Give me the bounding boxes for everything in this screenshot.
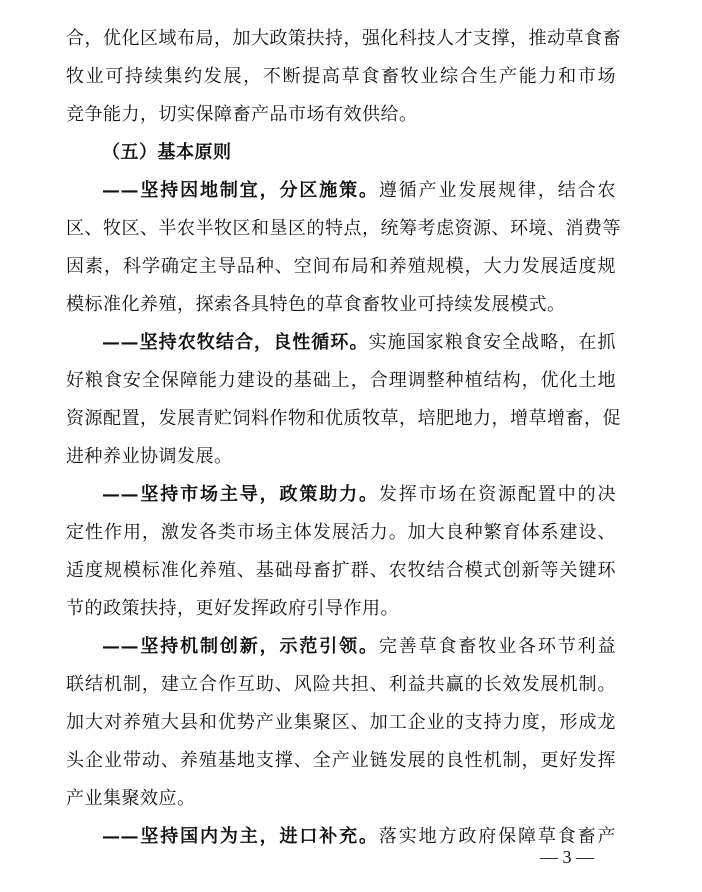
principle-title: ——坚持市场主导，政策助力。 — [102, 484, 379, 505]
text-line: 进种养业协调发展。 — [66, 446, 233, 467]
text-line: 好粮食安全保障能力建设的基础上，合理调整种植结构，优化土地 — [66, 370, 616, 391]
text-line: 定性作用，激发各类市场主体发展活力。加大良种繁育体系建设、 — [66, 522, 616, 543]
text-line: 产业集聚效应。 — [66, 788, 196, 809]
principle-line: ——坚持机制创新，示范引领。完善草食畜牧业各环节利益 — [102, 636, 616, 657]
principle-line: ——坚持国内为主，进口补充。落实地方政府保障草食畜产 — [102, 826, 616, 847]
principle-title: ——坚持国内为主，进口补充。 — [102, 826, 379, 847]
principle-line: ——坚持市场主导，政策助力。发挥市场在资源配置中的决 — [102, 484, 616, 505]
text-line: 因素，科学确定主导品种、空间布局和养殖规模，大力发展适度规 — [66, 256, 616, 277]
principle-title: ——坚持机制创新，示范引领。 — [102, 636, 379, 657]
principle-line: ——坚持因地制宜，分区施策。遵循产业发展规律，结合农 — [102, 180, 616, 201]
text-line: 区、牧区、半农半牧区和垦区的特点，统筹考虑资源、环境、消费等 — [66, 218, 621, 239]
text-line: 联结机制，建立合作互助、风险共担、利益共赢的长效发展机制。 — [66, 674, 616, 695]
principle-title: ——坚持农牧结合，良性循环。 — [102, 332, 369, 353]
principle-line: ——坚持农牧结合，良性循环。实施国家粮食安全战略，在抓 — [102, 332, 617, 353]
text-line: 加大对养殖大县和优势产业集聚区、加工企业的支持力度，形成龙 — [66, 712, 616, 733]
text-line: 节的政策扶持，更好发挥政府引导作用。 — [66, 598, 399, 619]
text-line: 适度规模标准化养殖、基础母畜扩群、农牧结合模式创新等关键环 — [66, 560, 616, 581]
page-number: — 3 — — [540, 847, 594, 867]
text-line: 合，优化区域布局，加大政策扶持，强化科技人才支撑，推动草食畜 — [66, 28, 621, 49]
text-line: 头企业带动、养殖基地支撑、全产业链发展的良性机制，更好发挥 — [66, 750, 616, 771]
text-line: 竞争能力，切实保障畜产品市场有效供给。 — [66, 104, 418, 125]
principle-title: ——坚持因地制宜，分区施策。 — [102, 180, 379, 201]
text-line: 模标准化养殖，探索各具特色的草食畜牧业可持续发展模式。 — [66, 294, 566, 315]
section-heading: （五）基本原则 — [102, 142, 232, 163]
text-line: 资源配置，发展青贮饲料作物和优质牧草，培肥地力，增草增畜，促 — [66, 408, 621, 429]
text-line: 牧业可持续集约发展，不断提高草食畜牧业综合生产能力和市场 — [66, 66, 616, 87]
